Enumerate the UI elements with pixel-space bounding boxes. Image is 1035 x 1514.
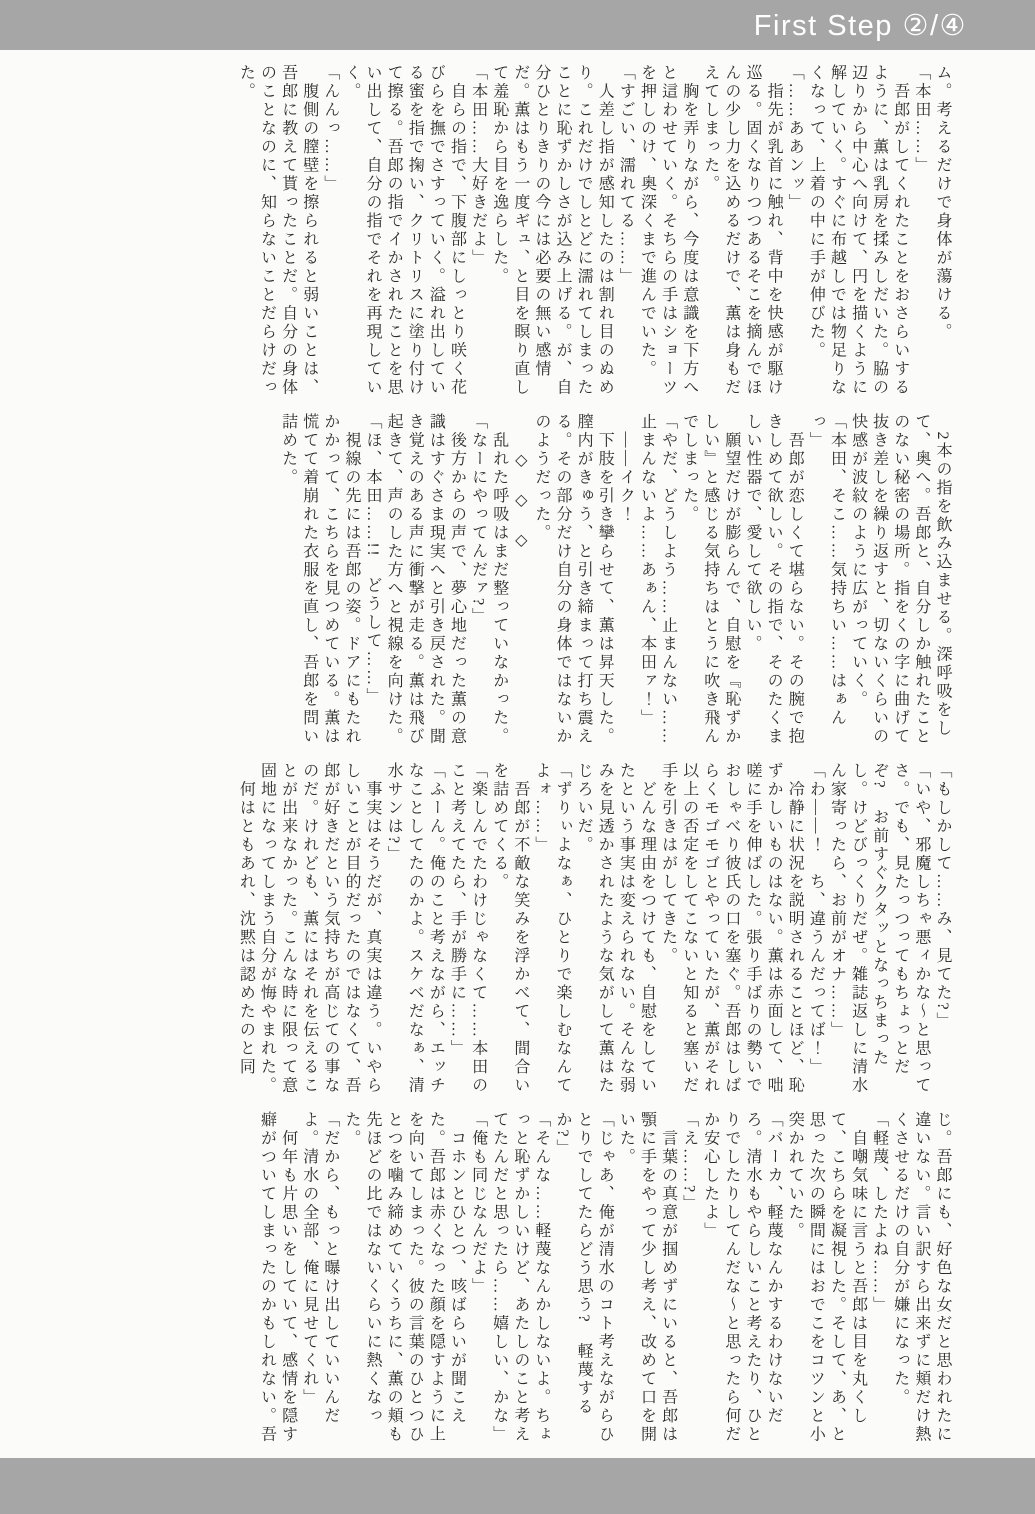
paragraph: 「もしかして……み、見てた?」 bbox=[934, 762, 951, 1031]
paragraph: 「じゃあ、俺が清水のコト考えながらひとりでしてたらどう思う? 軽蔑するか?」 bbox=[554, 1111, 614, 1444]
paragraph: 「そんな……軽蔑なんかしないよ。ちょっと恥ずかしいけど、あたしのこと考えてたんだと思ったら……嬉しい、かな」 bbox=[490, 1111, 550, 1444]
paragraph: 2本の指を飲み込ませる。深呼吸をして、奥へ。吾郎と、自分しか触れたことのない秘密の場所。指をくの字に曲げて抜き差しを繰り返すと、切ないくらいの快感が波紋のように広がっていく。 bbox=[849, 413, 951, 746]
paragraph: 自らの指で、下腹部にしっとり咲く花びらを撫でさすっていく。溢れ出している蜜を指で掬い、クリトリスに塗り付けて擦る。吾郎の指でイかされたことを思い出して、自分の指でそれを再現していく。 bbox=[342, 64, 466, 397]
paragraph: 「楽しんでたわけじゃなくて……本田のこと考えてたら、手が勝手に……」 bbox=[448, 762, 487, 1095]
paragraph: ――イク！ bbox=[617, 413, 635, 524]
paragraph: コホンとひとつ、咳ばらいが聞こえた。吾郎は赤くなった顔を隠すように上を向いてしまった。彼の言葉のひとつひとつを噛み締めていくうちに、薫の頬も先ほどの比ではないくらいに熱くなった。 bbox=[342, 1111, 466, 1444]
paragraph: 何はともあれ、沈黙は認めたのと同 bbox=[237, 762, 255, 1077]
page-title: First Step ②/④ bbox=[753, 9, 967, 42]
header-bar bbox=[0, 0, 1035, 50]
scene-divider: ◇ ◇ ◇ bbox=[511, 413, 529, 552]
paragraph: 「いや、邪魔しちゃ悪ィかな～と思ってさ。でも、見たっつってもちょっとだぞ? お前すぐクタッとなっちまったし。けどびっくりだぜ。雑誌返しに清水ん家寄ったら、お前がオナ……」 bbox=[828, 762, 930, 1095]
paragraph: 腹側の膣壁を擦られると弱いことは、吾郎に教えて貰ったことだ。自分の身体のことなのに、知らないことだらけだった。 bbox=[237, 64, 318, 397]
paragraph: 「ほ、本田……!! どうして……」 bbox=[364, 413, 382, 707]
paragraph: 吾郎がしてくれたことをおさらいするように、薫は乳房を揉みしだいた。脇の辺りから中心へ向けて、円を描くように解していく。すぐに布越しでは物足りなくなって、上着の中に手が伸びた。 bbox=[807, 64, 909, 397]
text-band-3 bbox=[78, 762, 953, 1100]
paragraph: 「軽蔑、したよね……」 bbox=[870, 1111, 888, 1315]
paragraph: 「ふーん。俺のこと考えながら、エッチなことしてたのかよ。スケベだなぁ、清水サンは?」 bbox=[385, 762, 445, 1095]
paragraph: 自嘲気味に言うと吾郎は目を丸くして、こちらを凝視した。そして、あ、と思った次の瞬間にはおでこをコツンと小突かれていた。 bbox=[786, 1111, 867, 1444]
paragraph: 「え……?」 bbox=[680, 1111, 698, 1214]
paragraph: 胸を弄りながら、今度は意識を下方へと這わせていく。そちらの手はショーツを押しのけ、奥深くまで進んでいた。 bbox=[638, 64, 698, 397]
paragraph: 「すごい、濡れてる……」 bbox=[617, 64, 635, 286]
paragraph: 何年も片思いをしていて、感情を隠す癖がついてしまったのかもしれない。吾 bbox=[258, 1111, 297, 1444]
paragraph: 「本田、そこ……気持ちい……はぁんっ」 bbox=[807, 413, 846, 728]
text-band-4 bbox=[78, 1111, 953, 1449]
paragraph: 「わ――！ ち、違うんだってば！」 bbox=[807, 762, 825, 1077]
paragraph: ム。考えるだけで身体が蕩ける。 bbox=[934, 64, 951, 342]
paragraph: 「やだ、どうしよう……止まんない……止まんないよ……あぁん、本田ァ！」 bbox=[638, 413, 677, 746]
paragraph: 人差し指が感知したのは割れ目のぬめり。これだけでしとどに濡れてしまったことに恥ずかしさが込み上げる。が、自分ひとりきりの今には必要の無い感情だ。薫はもう一度ギュ、と目を瞑り直して羞恥から目を逸らした。 bbox=[490, 64, 614, 397]
paragraph: 乱れた呼吸はまだ整っていなかった。 bbox=[490, 413, 508, 746]
paragraph: 冷静に状況を説明されることほど、恥ずかしいものはない。薫は赤面して、咄嗟に手を伸ばした。張り手ばりの勢いでおしゃべり彼氏の口を塞ぐ。吾郎はしばらくモゴモゴとやっていたが、薫がそれ以上の否定をしてこないと知ると塞いだ手を引きはがしてきた。 bbox=[659, 762, 804, 1095]
paragraph: じ。吾郎にも、好色な女だと思われたに違いない。言い訳すら出来ずに頬だけ熱くさせるだけの自分が嫌になった。 bbox=[891, 1111, 951, 1444]
paragraph: 吾郎が不敵な笑みを浮かべて、間合いを詰めてくる。 bbox=[490, 762, 529, 1095]
paragraph: 「んんっ……」 bbox=[321, 64, 339, 194]
paragraph: 「なーにやってんだァ?」 bbox=[469, 413, 487, 627]
paragraph: 「バーカ、軽蔑なんかするわけないだろ。清水もやらしいこと考えたり、ひとりでしたりしてんだな～と思ったら何だか安心したよ」 bbox=[701, 1111, 783, 1444]
paragraph: 「本田……大好きだよ」 bbox=[469, 64, 487, 268]
footer-bar bbox=[0, 1458, 1035, 1514]
text-band-2 bbox=[78, 413, 953, 751]
paragraph: 下肢を引き攣らせて、薫は昇天した。膣内がきゅう、と引き締まって打ち震える。その部分だけ自分の身体ではないかのようだった。 bbox=[532, 413, 614, 746]
paragraph: 吾郎が恋しくて堪らない。その腕で抱きしめて欲しい。その指で、そのたくましい性器で、愛して欲しい。 bbox=[744, 413, 804, 746]
paragraph: 視線の先には吾郎の姿。ドアにもたれかかって、こちらを見つめている。薫は慌てて着崩れた衣服を直し、吾郎を問い詰めた。 bbox=[279, 413, 360, 746]
text-area bbox=[0, 50, 1035, 1458]
text-band-1 bbox=[78, 64, 953, 402]
paragraph: 「本田……」 bbox=[912, 64, 930, 175]
paragraph: 後方からの声で、夢心地だった薫の意識はすぐさま現実へと引き戻された。聞き覚えのある声に衝撃が走る。薫は飛び起きて、声のした方へと視線を向けた。 bbox=[385, 413, 466, 746]
paragraph: 指先が乳首に触れ、背中を快感が駆け巡る。固くなりつつあるそこを摘んでほんの少し力を込めるだけで、薫は身もだえてしまった。 bbox=[701, 64, 783, 397]
paragraph: 言葉の真意が掴めずにいると、吾郎は顎に手をやって少し考え、改めて口を開いた。 bbox=[617, 1111, 677, 1444]
paragraph: 「だから、もっと曝け出していいんだよ。清水の全部、俺に見せてくれ」 bbox=[300, 1111, 339, 1426]
paragraph: 「ずりぃよなぁ、ひとりで楽しむなんてよォ……」 bbox=[532, 762, 572, 1095]
paragraph: 「俺も同じなんだよ」 bbox=[469, 1111, 487, 1296]
paragraph: どんな理由をつけても、自慰をしていたという事実は変えられない。そんな弱みを見透かされたような気がして薫はたじろいだ。 bbox=[575, 762, 656, 1095]
paragraph: 「……ああンッ」 bbox=[786, 64, 804, 212]
paragraph: 願望だけが膨らんで、自慰を『恥ずかしい』と感じる気持ちはとうに吹き飛んでしまった。 bbox=[680, 413, 740, 746]
paragraph: 事実はそうだが、真実は違う。いやらしいことが目的だったのではなくて、吾郎が好きだという気持ちが高じての事なのだ。けれども、薫にはそれを伝えることが出来なかった。こんな時に限って意固地になってしまう自分が悔やまれた。 bbox=[258, 762, 382, 1095]
